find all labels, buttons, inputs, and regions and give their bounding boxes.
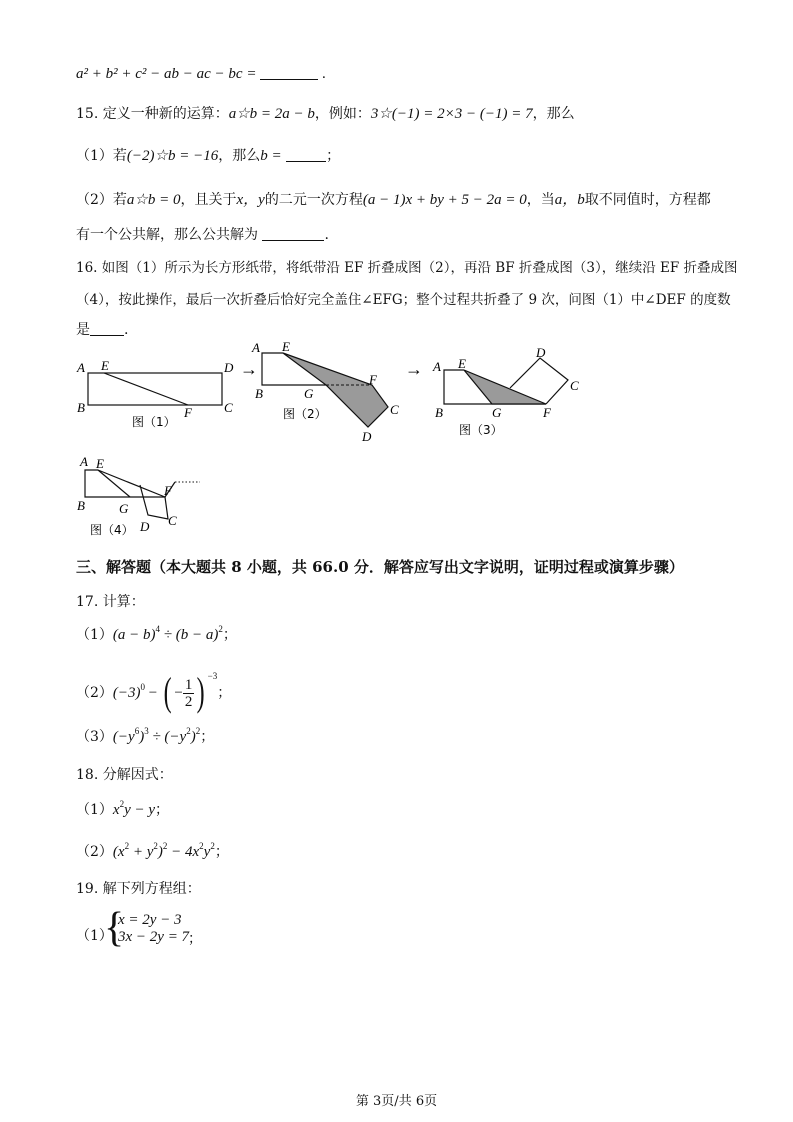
fig4-label-C: C — [168, 513, 177, 528]
q16-folding-figures — [0, 335, 793, 540]
q16-line1: 16. 如图（1）所示为长方形纸带，将纸带沿 EF 折叠成图（2），再沿 BF 折叠成图（3），继续沿 EF 折叠成图 — [76, 260, 738, 276]
q19-eq1: x = 2y − 3 — [118, 912, 182, 928]
q18-part1: $(1)x^2y - y$； — [76, 799, 170, 818]
figure-4 — [77, 454, 200, 537]
fig3-label-E: E — [458, 356, 466, 371]
fig4-line-EF — [98, 470, 165, 497]
q15-part1-blank[interactable] — [286, 149, 326, 162]
q14-expression: a² + b² + c² − ab − ac − bc = . — [76, 66, 326, 82]
q17-fraction: $\frac{1}{2}$ — [184, 677, 193, 711]
fig3-caption: 图（3） — [459, 423, 503, 437]
fig1-label-B: B — [77, 400, 85, 415]
fig3-label-A: A — [433, 359, 441, 374]
q15-part1: （1）若(−2)☆b = −16，那么b = ； — [76, 148, 341, 164]
q16-line3: 是 . — [76, 322, 129, 338]
figure-3 — [432, 345, 579, 437]
fig1-label-F: F — [184, 405, 192, 420]
fig4-label-E: E — [96, 456, 104, 471]
figure-1 — [76, 358, 234, 429]
fig2-label-E: E — [282, 339, 290, 354]
fig1-caption: 图（1） — [132, 415, 176, 429]
fig1-label-D: D — [224, 360, 234, 375]
fig1-fold-line-EF — [104, 373, 188, 405]
figure-2 — [251, 339, 399, 444]
fig4-caption: 图（4） — [90, 523, 134, 537]
arrow-1-2: → — [240, 359, 258, 379]
q17-part2: $(2)(-3)^0$ − ( − $\frac{1}{2}$ ) $^{-3}$； — [76, 669, 232, 714]
fig2-caption: 图（2） — [283, 407, 327, 421]
q19-part1-label: （1） — [76, 928, 113, 944]
q15-part2-blank[interactable] — [262, 228, 324, 241]
q19-title: 19. 解下列方程组： — [76, 881, 201, 897]
q17-part3: $(3)(-y^6)^3 \div (-y^2)^2$； — [76, 726, 215, 745]
q15-part2-line1: （2）若a☆b = 0，且关于x，y的二元一次方程(a − 1)x + by + 5 − 2a = 0，当a，b取不同值时，方程都 — [76, 192, 711, 208]
q15-intro: 15. 定义一种新的运算：a☆b = 2a − b，例如：3☆(−1) = 2×3 − (−1) = 7，那么 — [76, 106, 575, 122]
fig2-label-C: C — [390, 402, 399, 417]
fig1-label-A: A — [77, 360, 85, 375]
arrow-2-3: → — [405, 359, 423, 379]
fig3-label-F: F — [543, 405, 551, 420]
q18-title: 18. 分解因式： — [76, 767, 173, 783]
fig1-label-E: E — [101, 358, 109, 373]
fig4-label-A: A — [80, 454, 88, 469]
q19-eq2: 3x − 2y = 7 — [118, 929, 190, 945]
q18-part2: $(2)(x^2 + y^2)^2 - 4x^2y^2$； — [76, 841, 229, 860]
q17-part1: $(1)(a - b)^4 \div (b - a)^2$； — [76, 624, 237, 643]
q16-line2: （4），按此操作，最后一次折叠后恰好完全盖住∠EFG；整个过程共折叠了 9 次，问图（1）中∠DEF 的度数 — [76, 292, 731, 308]
fig3-folded-part — [464, 370, 546, 404]
page-number-footer: 第 3页/共 6页 — [355, 1094, 438, 1109]
fig4-label-B: B — [77, 498, 85, 513]
fig1-label-C: C — [224, 400, 233, 415]
q17-title: 17. 计算： — [76, 594, 145, 610]
fig3-label-B: B — [435, 405, 443, 420]
fig4-label-F: F — [164, 483, 172, 498]
fig4-label-G: G — [119, 501, 129, 516]
fig2-label-D: D — [362, 429, 372, 444]
fig3-label-C: C — [570, 378, 579, 393]
section-3-heading: 三、解答题（本大题共 8 小题，共 66.0 分．解答应写出文字说明，证明过程或演算步骤） — [76, 558, 684, 576]
fig3-label-D: D — [536, 345, 546, 360]
fig2-label-F: F — [369, 372, 377, 387]
q19-part1-end: ； — [188, 931, 202, 947]
q15-part2-line2: 有一个公共解，那么公共解为 . — [76, 227, 329, 243]
q19-equation-system — [104, 905, 190, 951]
q19-brace: { — [104, 905, 125, 951]
q14-answer-blank[interactable] — [260, 67, 318, 80]
fig3-label-G: G — [492, 405, 502, 420]
fig2-label-B: B — [255, 386, 263, 401]
fig2-label-A: A — [252, 340, 260, 355]
fig1-rectangle — [88, 373, 222, 405]
fig2-label-G: G — [304, 386, 314, 401]
fig4-label-D: D — [140, 519, 150, 534]
fig4-line-EG — [98, 470, 130, 497]
